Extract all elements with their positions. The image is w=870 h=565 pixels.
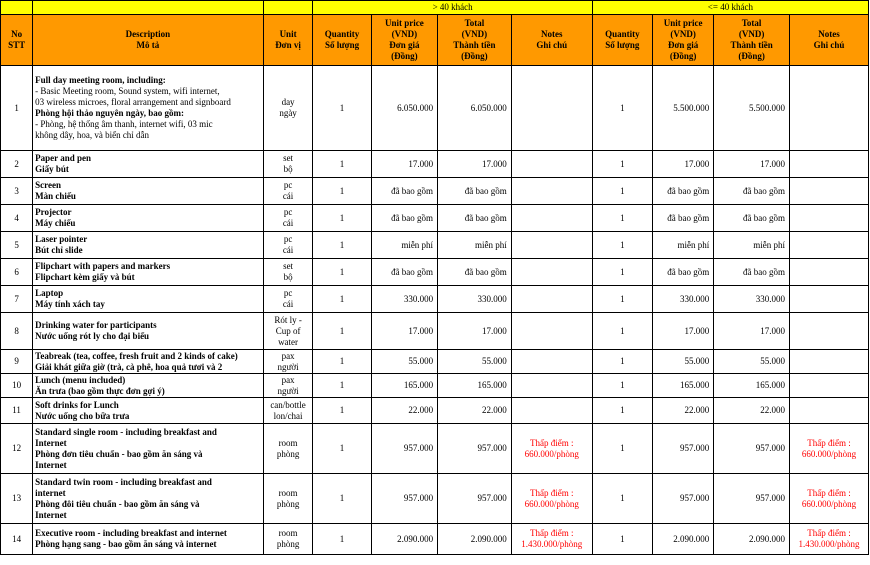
header-notes [511,15,592,66]
row-total: 957.000 [714,424,790,474]
cell-line: room [278,528,298,538]
row-total: đã bao gồm [714,259,790,286]
row-number: 6 [1,259,33,286]
row-description [33,178,263,205]
row-unit-price: đã bao gồm [652,178,713,205]
row-notes: Thấp điểm : 660.000/phòng [789,424,868,474]
header-unit-price [652,15,713,66]
row-unit-price: đã bao gồm [652,259,713,286]
description-line: Teabreak (tea, coffee, fresh fruit and 2 kinds of cake) [35,350,238,361]
row-number: 12 [1,424,33,474]
row-total: 55.000 [438,350,512,374]
row-quantity: 1 [313,398,371,424]
description-line: Phòng đôi tiêu chuẩn - bao gồm ăn sáng và [35,498,200,509]
row-unit-price: 957.000 [652,424,713,474]
description-line: Lunch (menu included) [35,374,126,385]
row-description [33,474,263,524]
table-row [1,350,869,374]
cell-line: pax [281,350,295,361]
description-line: Giải khát giữa giờ (trà, cà phê, hoa quả tươi và 2 [35,361,223,372]
cell-line: Unit price [663,18,703,28]
table-row [1,398,869,424]
cell-line: Quantity [605,29,640,39]
description-line: Ăn trưa (bao gồm thực đơn gợi ý) [35,385,165,396]
row-total: 22.000 [714,398,790,424]
row-quantity: 1 [592,259,652,286]
cell-line: No [11,29,23,39]
description-line: Máy chiếu [35,218,76,228]
row-notes [789,259,868,286]
cell-line: cái [282,218,294,228]
row-quantity: 1 [592,66,652,151]
row-description [33,374,263,398]
cell-line: water [278,336,299,347]
cell-line: room [278,437,298,448]
row-number: 5 [1,232,33,259]
row-number: 9 [1,350,33,374]
row-unit-price: đã bao gồm [371,178,437,205]
column-header-row [1,15,869,66]
table-row [1,286,869,313]
cell-line: Total [464,18,485,28]
table-row [1,524,869,555]
cell-line: Total [741,18,762,28]
cell-line: pc [283,234,293,244]
row-total: 5.500.000 [714,66,790,151]
cell-line: can/bottle [270,399,306,410]
cell-line: pax [281,374,295,385]
cell-line: lon/chai [273,410,303,421]
row-total: 330.000 [714,286,790,313]
table-row [1,151,869,178]
description-line: Internet [35,509,67,520]
row-unit-price: 17.000 [652,313,713,350]
row-unit [263,232,313,259]
cell-line: Notes [818,29,840,39]
description-line: Soft drinks for Lunch [35,399,119,410]
row-total: đã bao gồm [714,178,790,205]
row-unit [263,350,313,374]
description-line: Giấy bút [35,164,69,174]
row-quantity: 1 [313,151,371,178]
cell-line: room [278,487,298,498]
table-row [1,259,869,286]
description-line: Standard twin room - including breakfast and [35,476,212,487]
row-number: 13 [1,474,33,524]
cell-line: Description [125,29,171,39]
row-unit [263,313,313,350]
row-quantity: 1 [313,205,371,232]
table-row [1,474,869,524]
cell-line: Đơn giá [667,40,699,50]
row-unit-price: 330.000 [652,286,713,313]
description-line: Executive room - including breakfast and internet [35,528,227,538]
row-number: 11 [1,398,33,424]
row-quantity: 1 [592,232,652,259]
table-row [1,424,869,474]
row-total: 957.000 [714,474,790,524]
row-description [33,151,263,178]
row-total: 17.000 [714,151,790,178]
table-row [1,178,869,205]
row-description [33,232,263,259]
description-line: Flipchart kèm giấy và bút [35,272,135,282]
row-number: 7 [1,286,33,313]
row-unit [263,398,313,424]
row-number: 14 [1,524,33,555]
row-quantity: 1 [592,524,652,555]
row-unit [263,66,313,151]
description-line: Paper and pen [35,153,92,163]
cell-line: Số lượng [324,40,360,50]
header-total [714,15,790,66]
description-line: Máy tính xách tay [35,299,105,309]
row-unit [263,424,313,474]
row-total: miễn phí [714,232,790,259]
row-number: 2 [1,151,33,178]
table-row [1,232,869,259]
cell-line: người [277,361,299,372]
row-quantity: 1 [592,350,652,374]
row-unit-price: 957.000 [652,474,713,524]
row-quantity: 1 [592,374,652,398]
cell-line: ngày [279,108,297,118]
row-number: 10 [1,374,33,398]
description-line: Standard single room - including breakfast and [35,426,217,437]
row-total: 6.050.000 [438,66,512,151]
description-line: Màn chiếu [35,191,76,201]
cell-line: (Đồng) [738,51,765,61]
row-quantity: 1 [313,259,371,286]
cell-line: (Đồng) [391,51,418,61]
cell-line: set [283,153,294,163]
cell-line: pc [283,288,293,298]
row-notes: Thấp điểm : 1.430.000/phòng [789,524,868,555]
cell-line: STT [8,40,26,50]
header-description [33,15,263,66]
row-quantity: 1 [313,313,371,350]
row-description [33,524,263,555]
cell-line: (VND) [391,29,418,39]
row-notes: Thấp điểm : 660.000/phòng [511,474,592,524]
row-unit-price: 17.000 [371,151,437,178]
table-row [1,313,869,350]
description-line: Phòng hội thảo nguyên ngày, bao gồm: [35,108,184,118]
row-quantity: 1 [592,313,652,350]
row-notes [511,350,592,374]
header-quantity [313,15,371,66]
row-quantity: 1 [592,424,652,474]
row-total: 165.000 [438,374,512,398]
cell-line: (VND) [670,29,696,39]
cell-line: Thành tiền [453,40,496,50]
row-notes [789,398,868,424]
description-line: Screen [35,180,61,190]
cell-line: set [283,261,294,271]
row-unit-price: 17.000 [371,313,437,350]
description-line: Phòng đơn tiêu chuẩn - bao gồm ăn sáng và [35,448,203,459]
row-total: 2.090.000 [714,524,790,555]
header-unit-price [371,15,437,66]
row-unit [263,286,313,313]
cell-line: Ghi chú [536,40,568,50]
row-description [33,259,263,286]
row-total: đã bao gồm [714,205,790,232]
row-total: miễn phí [438,232,512,259]
row-number: 1 [1,66,33,151]
table-body [1,66,869,555]
row-quantity: 1 [313,350,371,374]
row-description [33,66,263,151]
row-quantity: 1 [313,66,371,151]
cell-line: phòng [276,539,300,549]
row-total: 957.000 [438,474,512,524]
row-total: 165.000 [714,374,790,398]
cell-line: phòng [276,498,300,509]
header-spacer [263,1,313,15]
row-unit [263,151,313,178]
row-quantity: 1 [313,424,371,474]
cell-line: Mô tả [136,40,160,50]
row-description [33,313,263,350]
row-number: 4 [1,205,33,232]
description-line: - Basic Meeting room, Sound system, wifi internet, [35,86,220,96]
row-notes [789,66,868,151]
row-quantity: 1 [592,178,652,205]
row-quantity: 1 [313,474,371,524]
cell-line: (VND) [461,29,488,39]
row-unit-price: miễn phí [371,232,437,259]
row-unit-price: 2.090.000 [652,524,713,555]
header-notes [789,15,868,66]
description-line: Projector [35,207,72,217]
row-unit-price: 165.000 [371,374,437,398]
row-unit-price: 957.000 [371,474,437,524]
row-unit-price: đã bao gồm [652,205,713,232]
table-row [1,66,869,151]
row-unit-price: đã bao gồm [371,259,437,286]
row-total: đã bao gồm [438,205,512,232]
row-total: 17.000 [714,313,790,350]
cell-line: bộ [283,164,293,174]
header-no [1,15,33,66]
row-total: 22.000 [438,398,512,424]
row-quantity: 1 [313,524,371,555]
row-notes [511,259,592,286]
row-total: 957.000 [438,424,512,474]
cell-line: cái [282,299,294,309]
row-unit-price: 22.000 [371,398,437,424]
cell-line: pc [283,207,293,217]
cell-line: cái [282,191,294,201]
row-quantity: 1 [592,151,652,178]
row-unit-price: 957.000 [371,424,437,474]
row-notes [511,205,592,232]
description-line: Laser pointer [35,234,88,244]
cell-line: (Đồng) [669,51,697,61]
row-notes [789,374,868,398]
row-unit-price: miễn phí [652,232,713,259]
row-unit [263,259,313,286]
row-notes [789,350,868,374]
row-total: đã bao gồm [438,178,512,205]
row-quantity: 1 [313,178,371,205]
row-quantity: 1 [592,286,652,313]
cell-line: cái [282,245,294,255]
description-line: Flipchart with papers and markers [35,261,171,271]
cell-line: phòng [276,448,300,459]
row-unit-price: 6.050.000 [371,66,437,151]
description-line: Bút chỉ slide [35,245,83,255]
row-total: 17.000 [438,313,512,350]
cell-line: Thành tiền [730,40,773,50]
row-notes [511,151,592,178]
description-line: không dây, hoa, và biển chỉ dẫn [35,130,150,140]
cell-line: Đơn giá [389,40,420,50]
row-description [33,350,263,374]
row-total: 330.000 [438,286,512,313]
table-row [1,205,869,232]
cell-line: Cup of [275,325,301,336]
row-unit-price: 5.500.000 [652,66,713,151]
group-under-40: <= 40 khách [592,1,868,15]
row-quantity: 1 [313,286,371,313]
row-notes: Thấp điểm : 660.000/phòng [789,474,868,524]
cell-line: Notes [541,29,563,39]
description-line: internet [35,487,66,498]
row-total: 2.090.000 [438,524,512,555]
description-line: Nước uống cho bữa trưa [35,410,130,421]
header-spacer [1,1,33,15]
row-unit [263,474,313,524]
cell-line: người [277,385,299,396]
header-total [438,15,512,66]
row-notes: Thấp điểm : 660.000/phòng [511,424,592,474]
row-notes [789,313,868,350]
row-notes [511,374,592,398]
cell-line: bộ [283,272,293,282]
cell-line: Quantity [324,29,360,39]
description-line: - Phòng, hệ thống âm thanh, internet wifi, 03 mic [35,119,213,129]
row-notes [511,313,592,350]
description-line: Drinking water for participants [35,320,157,330]
row-description [33,205,263,232]
row-unit-price: 330.000 [371,286,437,313]
row-notes [789,178,868,205]
row-quantity: 1 [592,398,652,424]
row-unit-price: 2.090.000 [371,524,437,555]
row-unit [263,178,313,205]
row-total: đã bao gồm [438,259,512,286]
header-spacer [33,1,263,15]
header-quantity [592,15,652,66]
row-quantity: 1 [592,205,652,232]
cell-line: Unit price [384,18,424,28]
row-description [33,424,263,474]
description-line: Nước uống rót ly cho đại biểu [35,331,150,341]
row-notes [789,286,868,313]
cell-line: Rót ly - [274,314,302,325]
row-notes: Thấp điểm : 1.430.000/phòng [511,524,592,555]
row-unit [263,205,313,232]
description-line: Internet [35,459,67,470]
row-number: 3 [1,178,33,205]
row-unit [263,524,313,555]
row-unit [263,374,313,398]
group-over-40: > 40 khách [313,1,592,15]
description-line: Full day meeting room, including: [35,75,166,85]
row-unit-price: 17.000 [652,151,713,178]
table-row [1,374,869,398]
row-notes [789,232,868,259]
row-description [33,398,263,424]
row-notes [511,178,592,205]
row-notes [789,151,868,178]
row-number: 8 [1,313,33,350]
description-line: 03 wireless microes, floral arrangement and signboard [35,97,231,107]
cell-line: pc [283,180,293,190]
row-notes [511,66,592,151]
row-quantity: 1 [592,474,652,524]
row-unit-price: 55.000 [652,350,713,374]
row-total: 17.000 [438,151,512,178]
description-line: Internet [35,437,67,448]
cell-line: day [281,97,295,107]
row-description [33,286,263,313]
row-total: 55.000 [714,350,790,374]
description-line: Phòng hạng sang - bao gồm ăn sáng và internet [35,539,217,549]
row-notes [511,286,592,313]
row-quantity: 1 [313,232,371,259]
description-line: Laptop [35,288,64,298]
cell-line: Đơn vị [275,40,301,50]
row-notes [511,398,592,424]
row-unit-price: 22.000 [652,398,713,424]
cell-line: (VND) [738,29,765,39]
row-notes [511,232,592,259]
row-quantity: 1 [313,374,371,398]
row-unit-price: đã bao gồm [371,205,437,232]
row-unit-price: 165.000 [652,374,713,398]
cell-line: (Đồng) [461,51,488,61]
cell-line: Unit [279,29,297,39]
header-unit [263,15,313,66]
cell-line: Số lượng [605,40,640,50]
row-unit-price: 55.000 [371,350,437,374]
cell-line: Ghi chú [813,40,845,50]
row-notes [789,205,868,232]
